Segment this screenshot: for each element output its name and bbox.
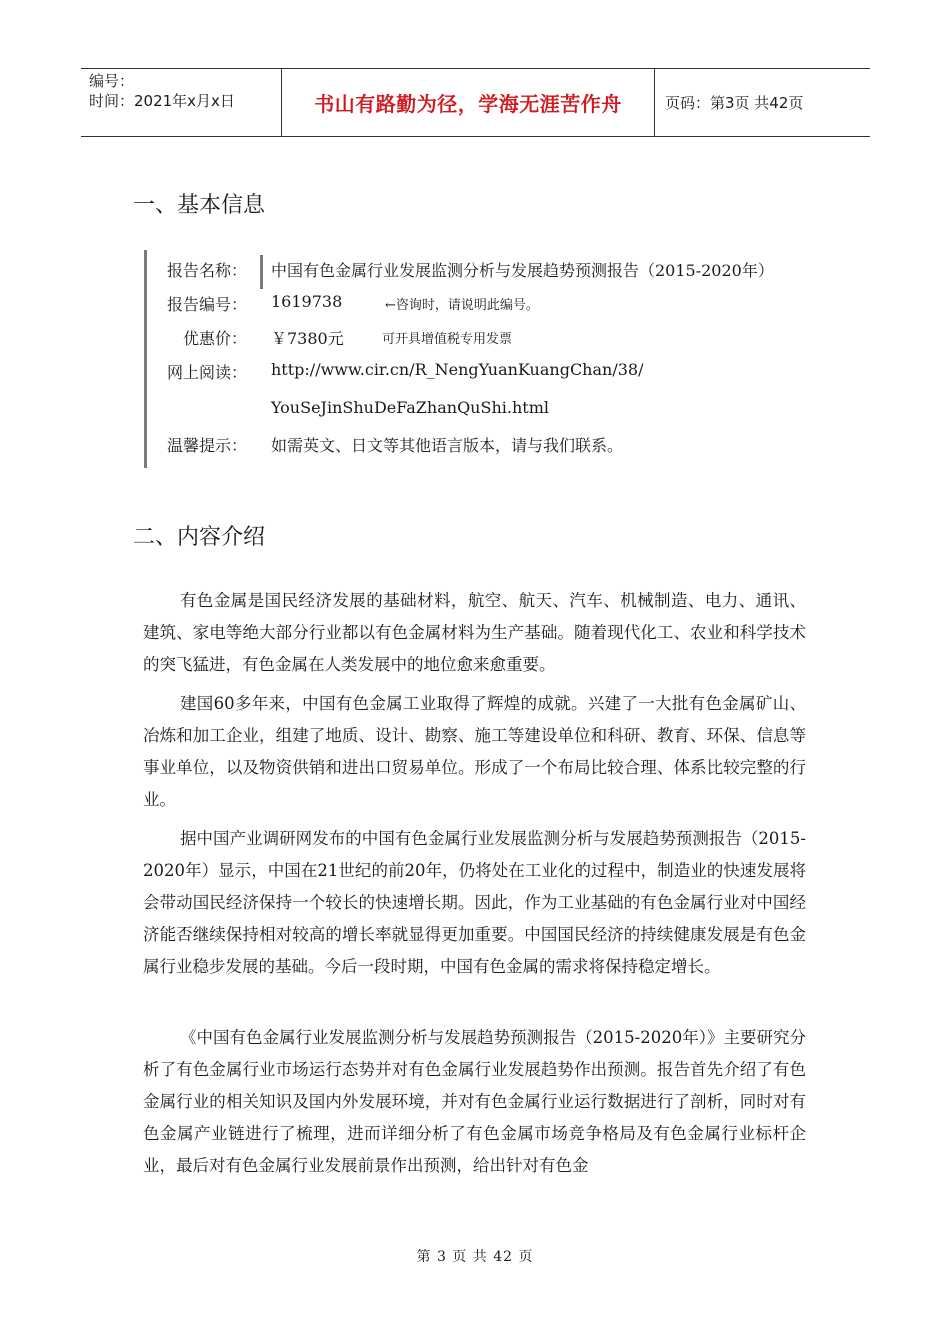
page-footer: 第 3 页 共 42 页 (416, 1249, 534, 1265)
url-label: 网上阅读： (167, 363, 248, 382)
basic-info-block (144, 250, 797, 468)
price-note: 可开具增值税专用发票 (382, 332, 513, 347)
doc-number-label: 编号： (89, 72, 135, 90)
report-name-value: 中国有色金属行业发展监测分析与发展趋势预测报告（2015-2020年） (271, 261, 774, 280)
report-name-label: 报告名称： (167, 261, 248, 280)
price-value: ￥7380元 (271, 329, 344, 348)
header-motto-cell (282, 69, 655, 136)
doc-date: 时间：2021年x月x日 (89, 92, 235, 110)
header-page-info: 页码：第3页 共42页 (665, 94, 804, 112)
tip-value: 如需英文、日文等其他语言版本，请与我们联系。 (271, 436, 624, 455)
intro-paragraph: 据中国产业调研网发布的中国有色金属行业发展监测分析与发展趋势预测报告（2015-2020年）显示，中国在21世纪的前20年，仍将处在工业化的过程中，制造业的快速发展将会带动国民经济保持一个较长的快速增长期。因此，作为工业基础的有色金属行业对中国经济能否继续保持相对较高的增长率就显得更加重要。中国国民经济的持续健康发展是有色金属行业稳步发展的基础。今后一段时期，中国有色金属的需求将保持稳定增长。 (143, 829, 806, 976)
section-title-basic-info: 一、基本信息 (133, 193, 266, 218)
report-url-line1[interactable]: http://www.cir.cn/R_NengYuanKuangChan/38/ (271, 360, 644, 379)
price-label: 优惠价： (183, 329, 248, 348)
header-meta (81, 69, 282, 136)
report-code-label: 报告编号： (167, 295, 248, 314)
report-url-line2[interactable]: YouSeJinShuDeFaZhanQuShi.html (271, 398, 549, 417)
tip-label: 温馨提示： (167, 436, 248, 455)
intro-paragraph: 建国60多年来，中国有色金属工业取得了辉煌的成就。兴建了一大批有色金属矿山、冶炼和加工企业，组建了地质、设计、勘察、施工等建设单位和科研、教育、环保、信息等事业单位，以及物资供销和进出口贸易单位。形成了一个布局比较合理、体系比较完整的行业。 (143, 694, 806, 809)
section-title-content-intro: 二、内容介绍 (133, 525, 266, 550)
header-motto: 书山有路勤为径，学海无涯苦作舟 (314, 92, 622, 116)
report-code-value: 1619738 (271, 292, 343, 311)
name-field-divider (260, 255, 263, 289)
report-code-note: ←咨询时，请说明此编号。 (385, 298, 539, 313)
intro-paragraph: 《中国有色金属行业发展监测分析与发展趋势预测报告（2015-2020年）》主要研究分析了有色金属行业市场运行态势并对有色金属行业发展趋势作出预测。报告首先介绍了有色金属行业的相关知识及国内外发展环境，并对有色金属行业运行数据进行了剖析，同时对有色金属产业链进行了梳理，进而详细分析了有色金属市场竞争格局及有色金属行业标杆企业，最后对有色金属行业发展前景作出预测，给出针对有色金 (143, 1028, 806, 1175)
page-header (81, 68, 870, 137)
intro-paragraph: 有色金属是国民经济发展的基础材料，航空、航天、汽车、机械制造、电力、通讯、建筑、家电等绝大部分行业都以有色金属材料为生产基础。随着现代化工、农业和科学技术的突飞猛进，有色金属在人类发展中的地位愈来愈重要。 (143, 591, 806, 674)
